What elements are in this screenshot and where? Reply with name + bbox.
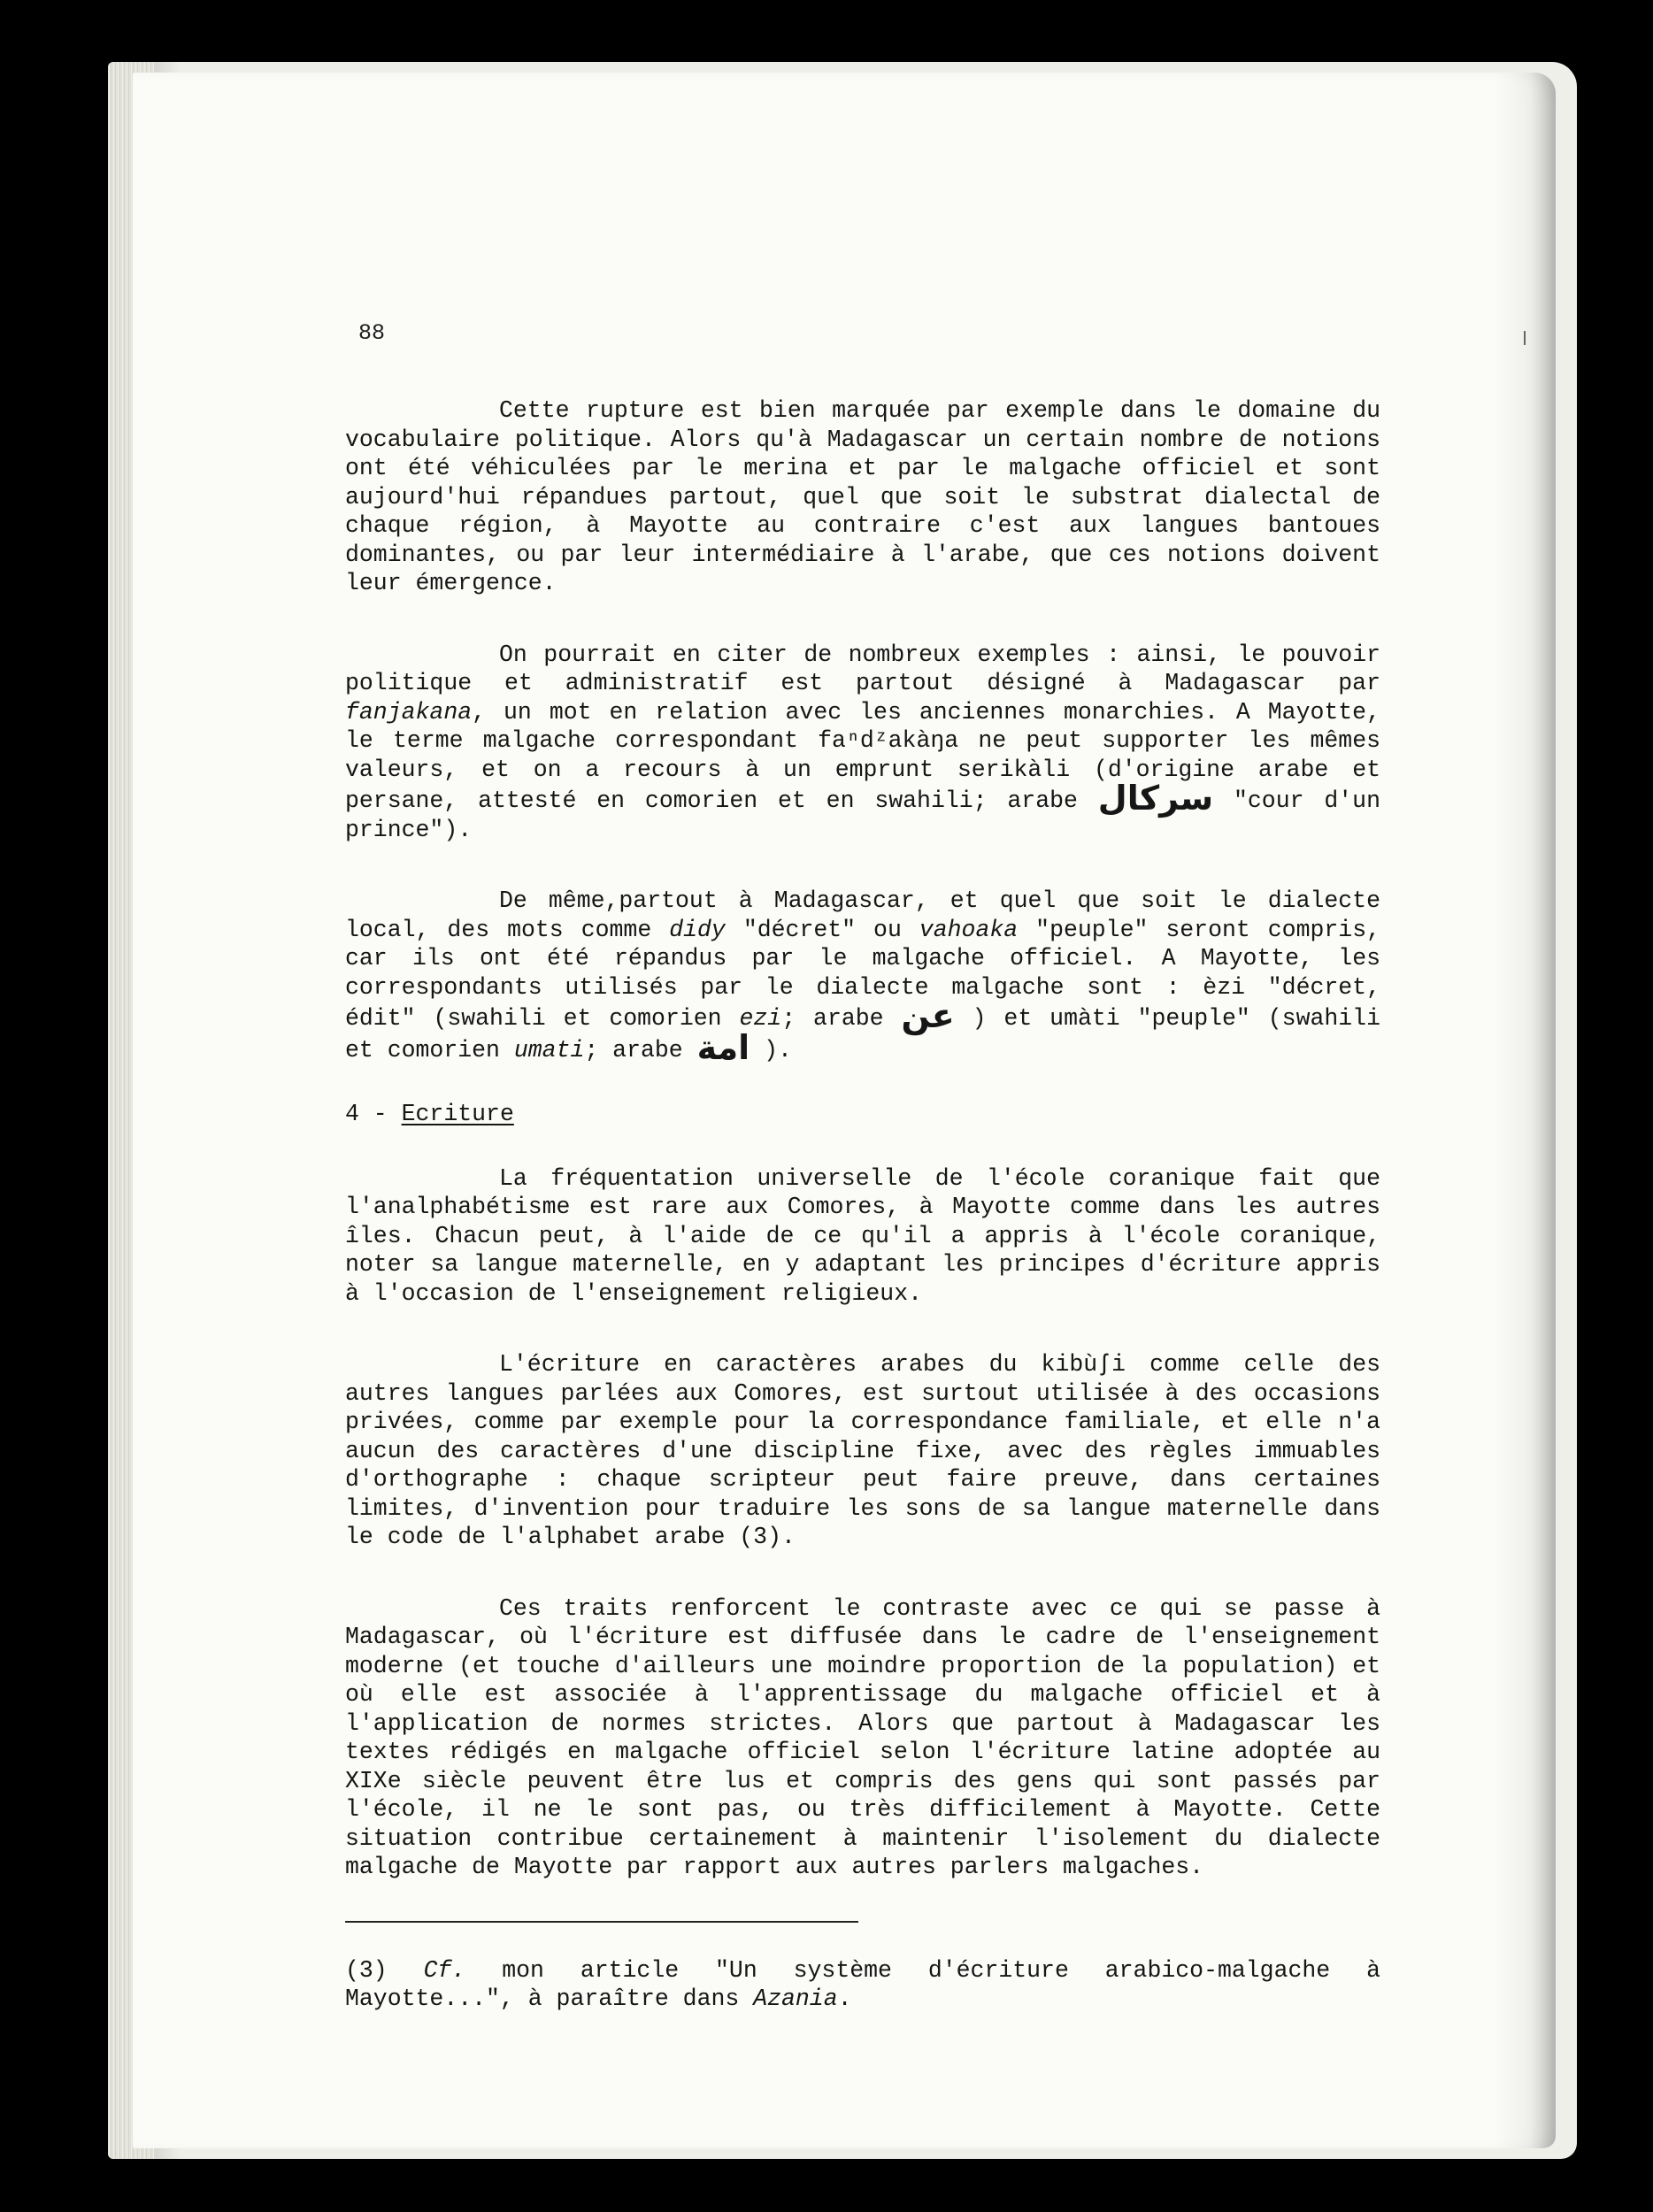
paragraph-3 bbox=[345, 887, 1380, 1067]
paragraph-4 bbox=[345, 1164, 1380, 1309]
paragraph-3-text-f: ; arabe bbox=[584, 1036, 697, 1064]
arabic-word-an: عن bbox=[901, 996, 955, 1035]
term-didy: didy bbox=[669, 916, 726, 943]
paragraph-2-text-c: "cour d'un prince"). bbox=[345, 787, 1380, 843]
section-title: Ecriture bbox=[401, 1101, 514, 1127]
footnote-rule bbox=[345, 1921, 858, 1923]
paragraph-1 bbox=[345, 396, 1380, 598]
paragraph-5 bbox=[345, 1350, 1380, 1552]
page-number: 88 bbox=[358, 320, 386, 346]
footnote-end: . bbox=[837, 1985, 852, 2012]
section-heading bbox=[345, 1100, 1380, 1129]
margin-mark bbox=[1524, 331, 1526, 345]
page-curl-shadow bbox=[1494, 73, 1556, 2148]
footnote-text: mon article "Un système d'écriture arabico-malgache à Mayotte...", à paraître dans bbox=[345, 1956, 1380, 2012]
section-number: 4 - bbox=[345, 1101, 402, 1127]
paragraph-3-text-c: "peuple" seront compris, car ils ont été répandus par le malgache officiel. A Mayotte, les correspondants utilisés par le dialecte malgache sont : èzi "décret, édit" (swahili et comorien bbox=[345, 916, 1380, 1032]
paragraph-6-text: Ces traits renforcent le contraste avec ce qui se passe à Madagascar, où l'écriture est diffusée dans le cadre de l'enseignement moderne (et touche d'ailleurs une moindre proportion de la population) et où elle est associée à l'apprentissage du malgache officiel et à l'application de normes strictes. Alors que partout à Madagascar les textes rédigés en malgache officiel selon l'écriture latine adoptée au XIXe siècle peuvent être lus et compris des gens qui sont passés par l'école, il ne le sont pas, ou très difficilement à Mayotte. Cette situation contribue certainement à maintenir l'isolement du dialecte malgache de Mayotte par rapport aux autres parlers malgaches. bbox=[345, 1594, 1380, 1880]
term-fanjakana: fanjakana bbox=[345, 698, 473, 726]
paragraph-3-text-g: ). bbox=[750, 1036, 792, 1064]
paragraph-2-text-a: On pourrait en citer de nombreux exemples : ainsi, le pouvoir politique et administratif est partout désigné à Madagascar par bbox=[345, 641, 1380, 696]
arabic-word-umma: امة bbox=[696, 1027, 750, 1067]
paragraph-3-text-b: "décret" ou bbox=[725, 916, 919, 943]
paragraph-3-text-a: De même,partout à Madagascar, et quel que soit le dialecte local, des mots comme bbox=[345, 887, 1380, 943]
paragraph-3-text-e: ) et umàti "peuple" (swahili et comorien bbox=[345, 1005, 1380, 1064]
footnote-number: (3) bbox=[345, 1956, 424, 1984]
term-umati: umati bbox=[513, 1036, 585, 1064]
term-vahoaka: vahoaka bbox=[919, 916, 1019, 943]
paragraph-1-text: Cette rupture est bien marquée par exemple dans le domaine du vocabulaire politique. Alors qu'à Madagascar un certain nombre de notions ont été véhiculées par le merina et par le malgache officiel et sont aujourd'hui répandues partout, quel que soit le substrat dialectal de chaque région, à Mayotte au contraire c'est aux langues bantoues dominantes, ou par leur intermédiaire à l'arabe, que ces notions doivent leur émergence. bbox=[345, 397, 1380, 596]
footnote bbox=[345, 1956, 1380, 2014]
term-ezi: ezi bbox=[739, 1005, 782, 1032]
footnote-cf: Cf. bbox=[423, 1956, 466, 1984]
footnote-journal: Azania bbox=[753, 1985, 838, 2012]
paragraph-2 bbox=[345, 641, 1380, 845]
text-body bbox=[345, 396, 1380, 2014]
paragraph-4-text: La fréquentation universelle de l'école coranique fait que l'analphabétisme est rare aux Comores, à Mayotte comme dans les autres îles. Chacun peut, à l'aide de ce qu'il a appris à l'école coranique, noter sa langue maternelle, en y adaptant les principes d'écriture appris à l'occasion de l'enseignement religieux. bbox=[345, 1164, 1380, 1307]
paragraph-3-text-d: ; arabe bbox=[781, 1005, 902, 1032]
paragraph-6 bbox=[345, 1594, 1380, 1882]
paragraph-2-text-b: , un mot en relation avec les anciennes monarchies. A Mayotte, le terme malgache correspondant faⁿdᶻakàŋa ne peut supporter les mêmes valeurs, et on a recours à un emprunt serikàli (d'origine arabe et persane, attesté en comorien et en swahili; arabe bbox=[345, 698, 1380, 814]
arabic-word-serkal: سركال bbox=[1097, 779, 1214, 818]
paragraph-5-text: L'écriture en caractères arabes du kibùʃi comme celle des autres langues parlées aux Comores, est surtout utilisée à des occasions privées, comme par exemple pour la correspondance familiale, et elle n'a aucun des caractères d'une discipline fixe, avec des règles immuables d'orthographe : chaque scripteur peut faire preuve, dans certaines limites, d'invention pour traduire les sons de sa langue maternelle dans le code de l'alphabet arabe (3). bbox=[345, 1351, 1380, 1550]
